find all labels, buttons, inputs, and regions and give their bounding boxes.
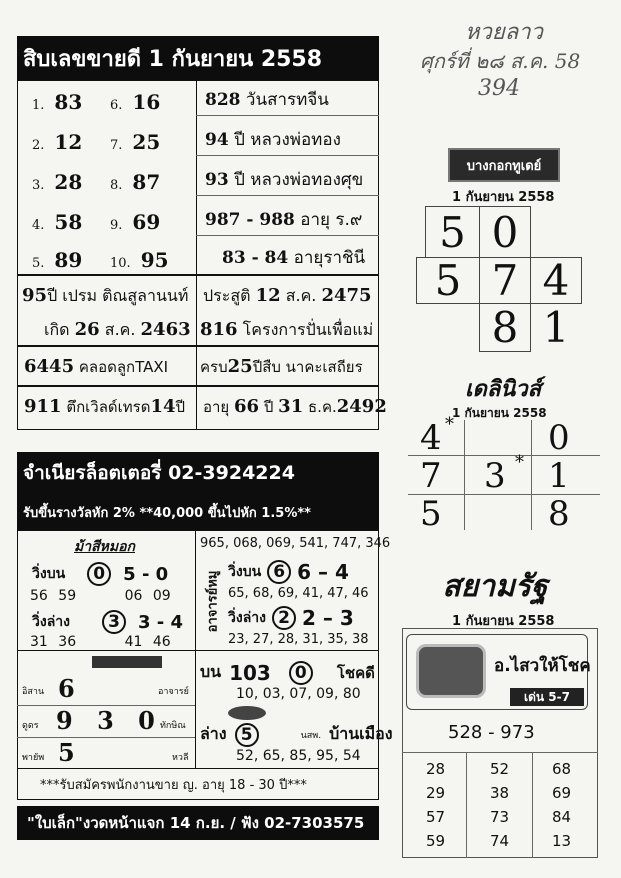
age-day: 31 (278, 396, 304, 417)
masidlok-bottom (32, 610, 183, 634)
top-number-item (32, 248, 82, 272)
project-number: 816 (200, 319, 238, 340)
top-number-item (110, 210, 160, 234)
top-number-value: 83 (54, 90, 83, 114)
bangkok-cell: 4 (530, 257, 582, 304)
num: 09 (152, 588, 171, 604)
event-row (205, 166, 363, 193)
age-month: ธ.ค. (308, 398, 337, 416)
siamrath-logo (430, 564, 560, 608)
seub-row (200, 355, 363, 379)
sib-lek-sep3 (17, 385, 379, 387)
dailynews-cell: 1 (548, 456, 570, 496)
age-unit: ปี (263, 398, 274, 416)
top-number-value: 87 (132, 170, 161, 194)
prem-row (22, 284, 188, 309)
born-day: 12 (255, 285, 281, 306)
dailynews-vline (531, 420, 532, 530)
bangkok-logo-text: บางกอกทูเดย์ (466, 158, 542, 174)
siamrath-pair: 528 - 973 (448, 722, 535, 743)
dailynews-date: 1 กันยายน 2558 (452, 406, 547, 420)
seub-pre: ครบ (200, 358, 228, 376)
ajarn-nums-bottom: 23, 27, 28, 31, 35, 38 (228, 632, 369, 647)
top-number-item (32, 130, 82, 154)
wtc-number: 911 (24, 396, 62, 417)
sib-lek-sep2 (17, 345, 379, 347)
dailynews-cell: 0 (548, 418, 570, 458)
run-top-label: วิ่งบน (32, 566, 66, 582)
recruit-text: ***รับสมัครพนักงานขาย ญ. อายุ 18 - 30 ปี*** (40, 778, 307, 793)
born-day: 26 (74, 319, 100, 340)
born-pre: เกิด (44, 320, 70, 339)
event-text: ปี หลวงพ่อทองศุข (234, 170, 364, 190)
mini-hline (17, 737, 195, 738)
top-number-index: 8. (110, 178, 123, 193)
mini-label: ดูดร (22, 721, 39, 731)
top-number-value: 89 (54, 248, 83, 272)
siamrath-ad-sub: เด่น 5-7 (510, 688, 584, 706)
bangkok-cell: 0 (479, 206, 531, 258)
born-year: 2463 (140, 319, 191, 340)
event-sep (196, 235, 379, 236)
taxi-number: 6445 (24, 356, 75, 377)
num: 31 (30, 634, 48, 650)
run-top-circle: 0 (87, 562, 111, 586)
top-number-index: 6. (110, 98, 123, 113)
born-row (203, 284, 372, 309)
event-number: 94 (205, 130, 229, 150)
lottery-sub-banner (17, 494, 379, 530)
event-sep (196, 155, 379, 156)
siamrath-vline (532, 752, 533, 858)
siamrath-number: 84 (552, 808, 572, 826)
event-text: ปี หลวงพ่อทอง (234, 130, 341, 150)
mini-right: ทักษิณ (160, 721, 186, 731)
run-top-pair: 6 – 4 (297, 560, 349, 584)
born-month: ส.ค. (104, 320, 136, 339)
footer-banner (17, 806, 379, 840)
dailynews-star: * (515, 452, 524, 473)
top-number-value: 12 (54, 130, 83, 154)
age-year: 2492 (336, 396, 387, 417)
lottery-banner-text: จำเนียรล็อตเตอรี่ 02-3924224 (23, 462, 295, 484)
siamrath-number: 73 (490, 808, 510, 826)
top-circle: 0 (289, 661, 313, 685)
dailynews-cell: 5 (420, 494, 442, 534)
amulet-image (416, 644, 486, 698)
project-text: โครงการปั่นเพื่อแม่ (242, 320, 374, 339)
ajarn-vertical-text: อาจารย์หมู (205, 570, 221, 632)
daily-logo (228, 706, 266, 720)
mini-value: 5 (58, 738, 75, 767)
bangkok-cell: 7 (479, 257, 531, 304)
bangkok-cell: 8 (479, 303, 531, 352)
top-number-value: 28 (54, 170, 83, 194)
event-row (205, 86, 329, 113)
sib-lek-banner (17, 36, 379, 80)
top-number-index: 5. (32, 256, 45, 271)
bangkok-date: 1 กันยายน 2558 (452, 190, 555, 205)
ajarn-top (228, 560, 349, 584)
seub-text: ปีสืบ นาคะเสถียร (252, 358, 363, 376)
mini-label: อิสาน (22, 687, 45, 697)
top-number-value: 95 (140, 248, 169, 272)
sib-lek-divider (196, 80, 197, 430)
event-text: วันสารทจีน (245, 90, 329, 110)
mini-value: 3 (97, 706, 114, 735)
age-pre: อายุ (203, 398, 230, 416)
siamrath-number: 38 (490, 784, 510, 802)
num: 56 (30, 588, 48, 604)
wtc-row (24, 395, 185, 419)
ajarn-nums-top: 65, 68, 69, 41, 47, 46 (228, 586, 369, 601)
top-number-value: 69 (132, 210, 161, 234)
top-number-value: 58 (54, 210, 83, 234)
bangkok-cell: 5 (425, 206, 480, 258)
top-number-item (110, 90, 160, 114)
run-top-circle: 6 (267, 560, 291, 584)
run-bottom-circle: 2 (272, 606, 296, 630)
handwritten-title: หวยลาว (465, 20, 543, 45)
siamrath-number: 57 (426, 808, 446, 826)
siamrath-date: 1 กันยายน 2558 (452, 614, 555, 629)
mini-right: หวลี (172, 753, 189, 763)
run-bottom-pair: 3 - 4 (137, 611, 184, 633)
born-pre: ประสูติ (203, 286, 251, 305)
dailynews-logo-text: เดลินิวส์ (464, 376, 542, 402)
top-number-item (32, 170, 82, 194)
run-bottom-label: วิ่งล่าง (228, 610, 266, 626)
top-number: 103 (229, 660, 271, 685)
sib-lek-banner-text: สิบเลขขายดี 1 กันยายน 2558 (23, 46, 323, 72)
siamrath-ad-name: อ.ไสวให้โชค (494, 656, 591, 676)
seub-number: 25 (227, 356, 253, 377)
ajarn-bottom (228, 606, 354, 630)
mini-values (56, 706, 155, 735)
banmuang-brand: บ้านเมือง (329, 724, 393, 743)
dailynews-vline (464, 420, 465, 530)
siamrath-number: 59 (426, 832, 446, 850)
siamrath-number: 69 (552, 784, 572, 802)
lottery-sep2 (17, 768, 379, 769)
siamrath-number: 68 (552, 760, 572, 778)
born-year: 2475 (321, 285, 372, 306)
handwritten-number: 394 (478, 76, 520, 101)
mini-label: พายัพ (22, 753, 45, 763)
footer-text: "ใบเล็ก"งวดหน้าแจก 14 ก.ย. / ฟัง 02-7303575 (27, 814, 365, 832)
sib-lek-sep1 (17, 274, 379, 276)
dailynews-cell: 7 (420, 456, 442, 496)
event-sep (196, 115, 379, 116)
top-number-index: 1. (32, 98, 45, 113)
prem-born-row (44, 318, 191, 343)
bangkok-cell: 5 (416, 257, 480, 304)
masidlok-top-nums (30, 588, 171, 604)
wtc-text: ตึกเวิลด์เทรด (66, 398, 151, 416)
lottery-divider2 (195, 650, 196, 768)
bangkok-cell: 1 (542, 303, 570, 352)
mini-right: อาจารย์ (158, 687, 189, 697)
dailynews-cell: 3 (484, 456, 506, 496)
lottery-banner (17, 452, 379, 494)
prem-text: ปี เปรม ติณสูลานนท์ (47, 286, 189, 305)
siamrath-number: 74 (490, 832, 510, 850)
ajarn-list-top: 965, 068, 069, 541, 747, 346 (200, 536, 391, 551)
run-bottom-pair: 2 – 3 (301, 606, 354, 630)
dailynews-logo (445, 372, 561, 404)
top-number-item (110, 170, 160, 194)
num: 36 (58, 634, 77, 650)
masidlok-bottom-nums (30, 634, 171, 650)
bottom-circle: 5 (235, 723, 259, 747)
brand-pre: นสพ. (300, 730, 322, 741)
mini-logo (92, 656, 162, 668)
masidlok-title: ม้าสีหมอก (74, 539, 135, 555)
mini-value: 0 (138, 706, 155, 735)
taxi-row (24, 355, 168, 379)
event-number: 828 (205, 90, 241, 110)
run-bottom-circle: 3 (102, 610, 126, 634)
chokdee-bottom (200, 722, 393, 747)
num: 06 (124, 588, 143, 604)
ajarn-vertical-label (200, 558, 224, 644)
bottom-label: ล่าง (200, 724, 227, 743)
age-number: 66 (234, 396, 260, 417)
event-row (205, 126, 341, 153)
siamrath-number: 13 (552, 832, 572, 850)
lottery-sub-banner-text: รับขึ้นรางวัลหัก 2% **40,000 ขึ้นไปหัก 1.5%** (23, 505, 311, 521)
event-row (205, 206, 362, 233)
bangkok-today-logo (448, 148, 560, 182)
born-month: ส.ค. (285, 286, 317, 305)
top-number-value: 16 (132, 90, 161, 114)
chokdee-top (200, 660, 375, 685)
prem-number: 95 (22, 285, 48, 306)
top-number-item (110, 130, 160, 154)
event-number: 987 - 988 (205, 210, 295, 230)
top-number-index: 7. (110, 138, 123, 153)
top-number-index: 2. (32, 138, 45, 153)
siamrath-hline (402, 752, 598, 753)
top-number-item (110, 248, 169, 272)
top-number-item (32, 210, 82, 234)
wtc-years: 14 (150, 396, 176, 417)
top-number-item (32, 90, 82, 114)
wtc-unit: ปี (175, 398, 186, 416)
dailynews-cell: 8 (548, 494, 570, 534)
top-number-value: 25 (132, 130, 161, 154)
event-number: 93 (205, 170, 229, 190)
siamrath-number: 28 (426, 760, 446, 778)
mini-value: 6 (58, 674, 75, 703)
taxi-text: คลอดลูกTAXI (78, 358, 169, 376)
masidlok-top (32, 562, 168, 586)
siamrath-number: 52 (490, 760, 510, 778)
handwritten-date: ศุกร์ที่ ๒๘ ส.ค. 58 (420, 49, 581, 73)
event-sep (196, 195, 379, 196)
run-top-label: วิ่งบน (228, 564, 262, 580)
event-number: 83 - 84 (222, 248, 289, 268)
lottery-sep (17, 650, 379, 651)
siamrath-number: 29 (426, 784, 446, 802)
mini-value: 9 (56, 706, 73, 735)
top-number-index: 10. (110, 256, 131, 271)
event-text: อายุ ร.๙ (300, 210, 363, 230)
project-row (200, 318, 373, 343)
num: 59 (58, 588, 77, 604)
siamrath-logo-text: สยามรัฐ (442, 568, 548, 604)
run-bottom-label: วิ่งล่าง (32, 614, 70, 630)
chokdee-list1: 10, 03, 07, 09, 80 (236, 686, 361, 702)
top-number-index: 9. (110, 218, 123, 233)
top-number-index: 4. (32, 218, 45, 233)
chokdee-brand: โชคดี (336, 663, 375, 682)
num: 41 (124, 634, 143, 650)
age-row (203, 395, 387, 419)
dailynews-star: * (445, 414, 454, 435)
event-text: อายุราชินี (293, 248, 366, 268)
top-label: บน (200, 662, 222, 681)
num: 46 (152, 634, 171, 650)
run-top-pair: 5 - 0 (123, 563, 169, 585)
siamrath-vline (466, 752, 467, 858)
top-number-index: 3. (32, 178, 45, 193)
dailynews-cell: 4 (420, 418, 442, 458)
lottery-divider (195, 530, 196, 650)
event-row (222, 244, 365, 271)
chokdee-list2: 52, 65, 85, 95, 54 (236, 748, 361, 764)
